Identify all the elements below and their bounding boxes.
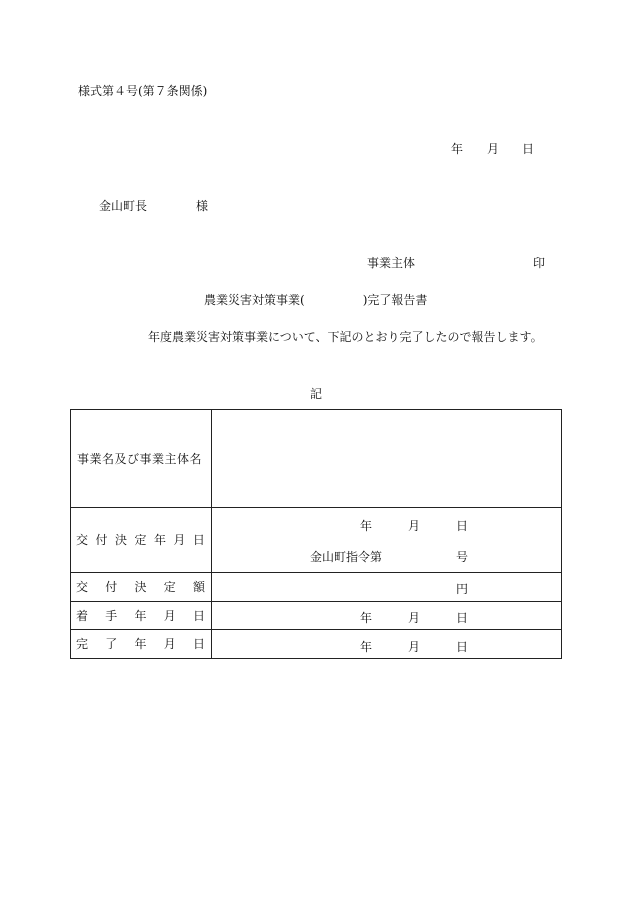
- row5-month: 月: [408, 640, 421, 654]
- form-number: 様式第４号(第７条関係): [78, 84, 208, 98]
- label-char: 額: [192, 580, 205, 594]
- row5-year: 年: [360, 640, 373, 654]
- label-char: 年: [153, 533, 166, 547]
- project-name-label: 事業名及び事業主体名: [77, 451, 203, 466]
- grant-amount-label: [70, 572, 211, 601]
- row4-year: 年: [360, 611, 373, 625]
- label-char: 年: [134, 637, 147, 651]
- order-number-prefix: 金山町指令第: [310, 550, 383, 564]
- grant-decision-date-label: [70, 507, 211, 572]
- title-before: 農業災害対策事業(: [204, 293, 305, 307]
- amount-unit: 円: [456, 582, 469, 596]
- label-char: 月: [163, 608, 176, 623]
- entity-label: 事業主体: [367, 256, 416, 270]
- row5-day: 日: [456, 640, 469, 654]
- column-divider: [211, 409, 212, 659]
- label-char: 決: [114, 533, 127, 547]
- date-month: 月: [487, 142, 500, 156]
- seal-mark: 印: [533, 256, 546, 270]
- label-char: 決: [134, 580, 147, 594]
- row2-month: 月: [408, 519, 421, 533]
- honorific: 様: [196, 199, 209, 213]
- label-char: 着: [76, 608, 89, 623]
- label-char: 月: [173, 533, 186, 547]
- row2-year: 年: [360, 519, 373, 533]
- label-char: 年: [134, 608, 147, 623]
- addressee: 金山町長: [99, 199, 148, 213]
- document-title: [204, 293, 427, 307]
- label-char: 日: [192, 608, 205, 623]
- table-border-bottom: [70, 658, 562, 659]
- date-day: 日: [522, 142, 535, 156]
- label-char: 付: [105, 580, 118, 594]
- row4-month: 月: [408, 611, 421, 625]
- body-text: 年度農業災害対策事業について、下記のとおり完了したので報告します。: [148, 330, 543, 344]
- label-char: 定: [163, 580, 176, 594]
- report-table: [70, 409, 562, 659]
- ki-label: 記: [310, 387, 323, 401]
- table-border-right: [561, 409, 562, 659]
- label-char: 日: [192, 637, 205, 651]
- row4-day: 日: [456, 611, 469, 625]
- label-char: 交: [76, 533, 89, 547]
- label-char: 日: [192, 533, 205, 547]
- start-date-label: [70, 601, 211, 629]
- label-char: 交: [76, 580, 89, 594]
- label-char: 月: [163, 637, 176, 651]
- label-char: 了: [105, 637, 118, 651]
- label-char: 付: [95, 533, 108, 547]
- title-after: )完了報告書: [362, 293, 428, 307]
- label-char: 手: [105, 608, 118, 623]
- order-number-suffix: 号: [456, 550, 469, 564]
- label-char: 定: [134, 533, 147, 547]
- row2-day: 日: [456, 519, 469, 533]
- date-year: 年: [451, 142, 464, 156]
- completion-date-label: [70, 629, 211, 658]
- label-char: 完: [76, 637, 89, 651]
